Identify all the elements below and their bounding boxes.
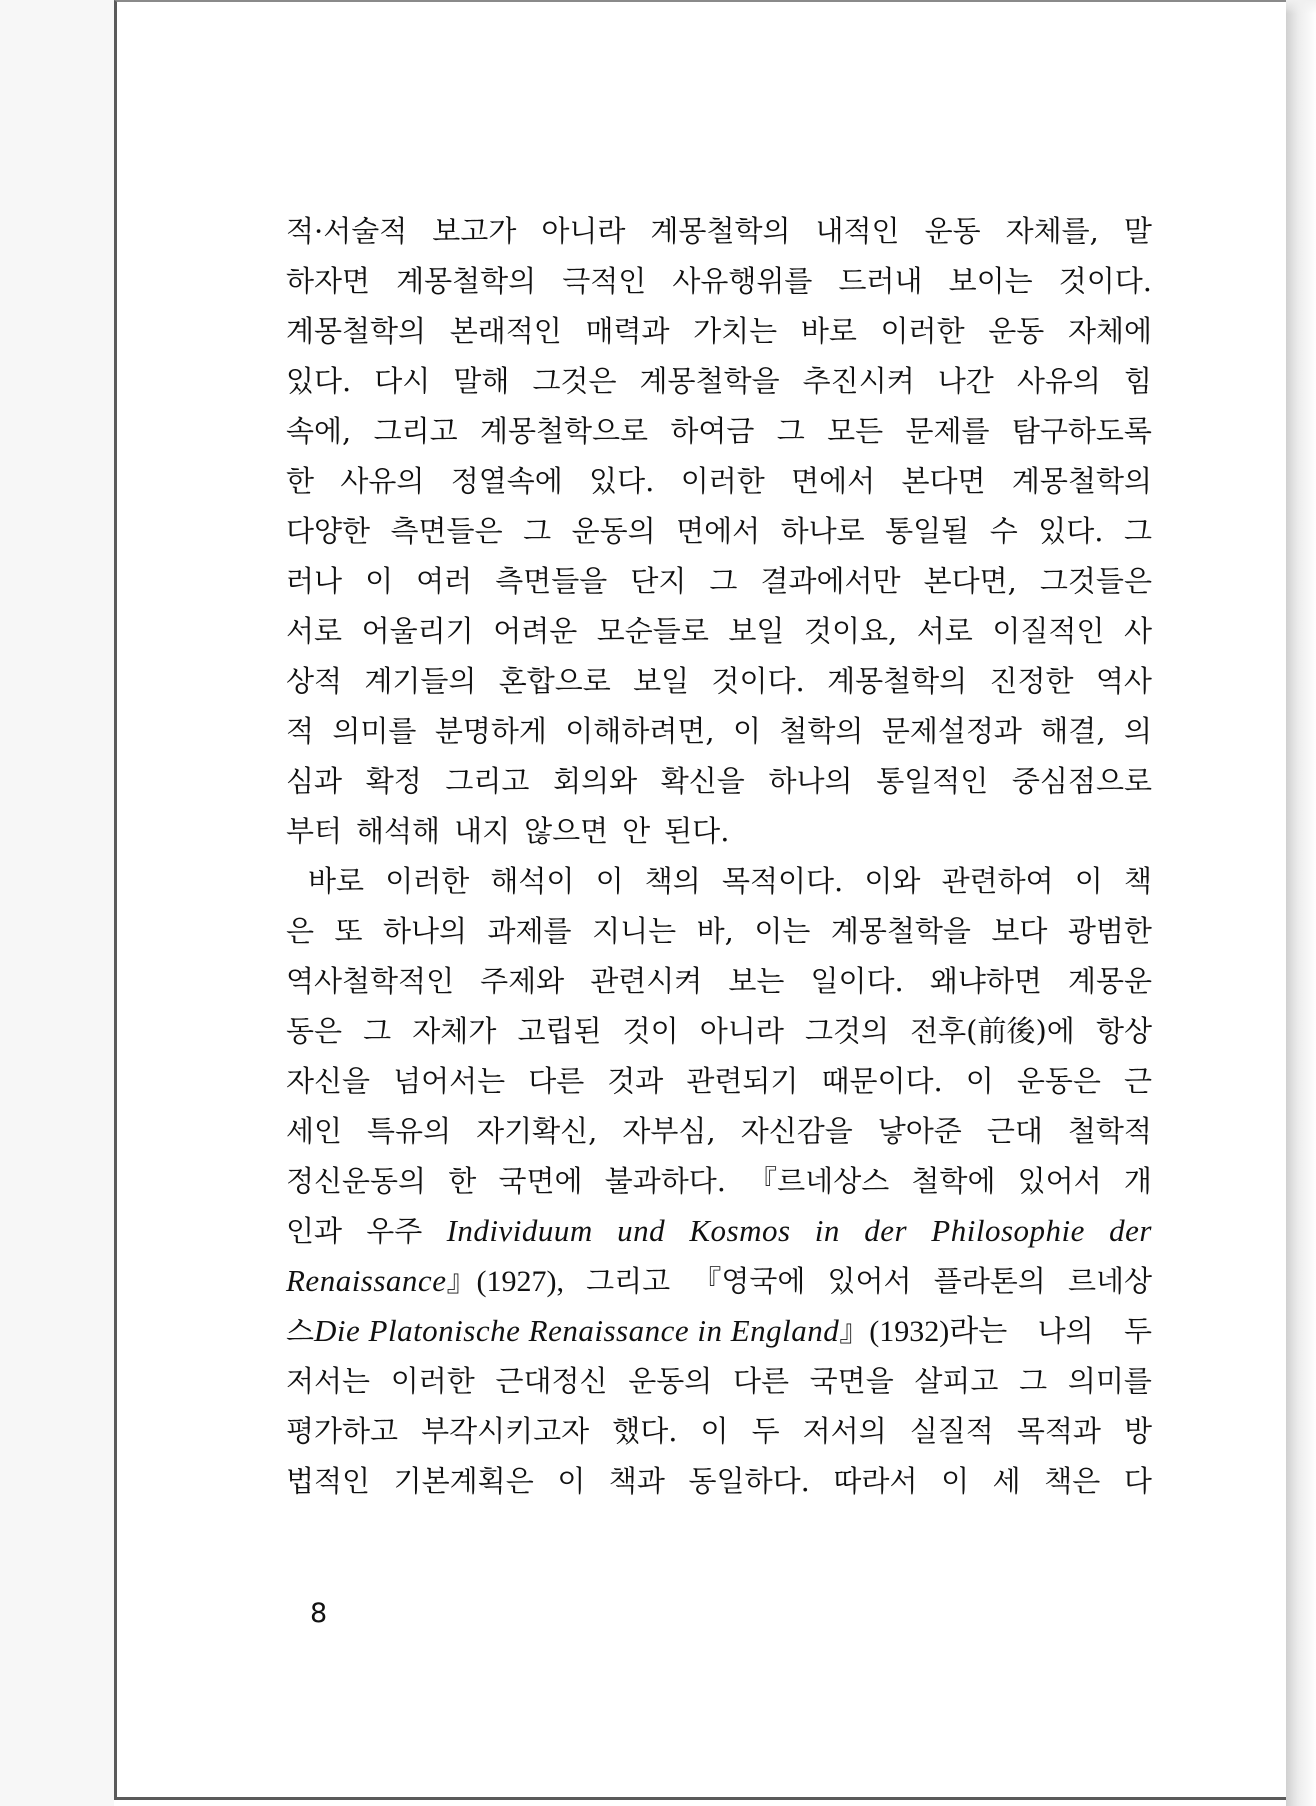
text-word: 측면들을 (495, 564, 608, 598)
text-word: 계몽철학의 (650, 214, 791, 248)
text-word: 보일 (728, 614, 785, 648)
text-word: 국면에 (498, 1164, 583, 1198)
text-word: in (814, 1213, 840, 1248)
text-word: 전후(前後)에 (910, 1014, 1075, 1048)
text-word: 주제와 (480, 964, 565, 998)
text-word: 철학에 (911, 1164, 996, 1198)
text-word: 다른 (528, 1064, 585, 1098)
text-word: 해석해 (356, 814, 441, 848)
text-word: 우주 (366, 1214, 423, 1248)
text-word: 책 (1123, 864, 1152, 898)
text-word: 이 (365, 564, 394, 598)
text-word: 아니라 (541, 214, 626, 248)
text-word: 계몽철학의 (396, 264, 537, 298)
text-word: 역사철학적인 (286, 964, 455, 998)
text-word: 심과 (286, 764, 343, 798)
text-line (286, 406, 1152, 456)
text-word: 계몽철학의 (286, 314, 427, 348)
text-word: Philosophie (931, 1213, 1085, 1248)
text-word: 때문이다. (821, 1064, 943, 1098)
text-word: Kosmos (689, 1213, 791, 1248)
text-word: 서로 (286, 614, 343, 648)
text-line (286, 356, 1152, 406)
text-word: 이 (557, 1464, 586, 1498)
text-word: 보는 (728, 964, 785, 998)
text-word: 다른 (732, 1364, 789, 1398)
text-word: 이러한 (385, 864, 470, 898)
text-word: 가치는 (693, 314, 778, 348)
text-word: 것이요, (803, 614, 898, 648)
text-line (286, 706, 1152, 756)
text-word: 매력과 (585, 314, 670, 348)
text-word: 『르네상스 (748, 1164, 890, 1198)
text-word: 그리고 (445, 764, 530, 798)
text-line (286, 556, 1152, 606)
text-word: 자체에 (1067, 314, 1152, 348)
text-word: 결과에서만 (760, 564, 901, 598)
text-word: 그 (523, 514, 552, 548)
text-word: 철학의 (779, 714, 864, 748)
text-word: 계몽철학을 (639, 364, 780, 398)
text-word: 관련되기 (686, 1064, 799, 1098)
text-word: 스Die Platonische Renaissance in England』(1932)라는 (286, 1313, 1008, 1348)
text-line (286, 1256, 1152, 1306)
text-word: 이 (1074, 864, 1103, 898)
text-word: der (864, 1213, 908, 1248)
text-word: 하나의 (768, 764, 853, 798)
text-word: 의미를 (332, 714, 417, 748)
text-word: 나간 (937, 364, 994, 398)
text-word: 바, (696, 914, 734, 948)
text-word: 관련하여 (941, 864, 1054, 898)
text-line (286, 956, 1152, 1006)
text-word: 면에서 (676, 514, 761, 548)
text-word: 계몽철학으로 (479, 414, 649, 448)
text-word: 국면을 (809, 1364, 894, 1398)
text-line (286, 1156, 1152, 1206)
text-word: der (1109, 1213, 1152, 1248)
text-word: 책의 (644, 864, 701, 898)
text-word: 하여금 (670, 414, 755, 448)
text-word: 그 (1019, 1364, 1048, 1398)
text-word: 사 (1123, 614, 1152, 648)
text-word: 보일 (633, 664, 690, 698)
text-word: 다양한 (286, 514, 371, 548)
text-word: 역사 (1095, 664, 1152, 698)
text-word: 그것의 (804, 1014, 890, 1048)
text-word: 고립된 (517, 1014, 602, 1048)
text-word: 탐구하도록 (1011, 414, 1152, 448)
viewer-background (0, 0, 114, 1806)
text-word: 책은 (1044, 1464, 1101, 1498)
text-word: 계기들의 (364, 664, 477, 698)
text-word: 철학적 (1067, 1114, 1152, 1148)
text-word: Renaissance』(1927), (286, 1263, 564, 1298)
text-word: 목적과 (1016, 1414, 1101, 1448)
text-word: 특유의 (367, 1114, 452, 1148)
text-word: 것이다. (711, 664, 805, 698)
text-word: 단지 (630, 564, 687, 598)
text-word: 이 (732, 714, 761, 748)
text-word: 안 (622, 814, 651, 848)
text-word: 내적인 (815, 214, 900, 248)
text-word: 자신감을 (740, 1114, 853, 1148)
text-line (286, 1056, 1152, 1106)
text-word: 사유의 (340, 464, 425, 498)
text-word: 또 (334, 914, 363, 948)
text-word: 책과 (608, 1464, 665, 1498)
text-word: 속에, (286, 414, 352, 448)
text-word: 된다. (664, 814, 730, 848)
text-word: 운동 (988, 314, 1045, 348)
text-word: 이해하려면, (565, 714, 715, 748)
text-word: 사유행위를 (672, 264, 813, 298)
text-word: 왜냐하면 (929, 964, 1042, 998)
text-word: 계몽철학을 (830, 914, 971, 948)
text-word: 계몽철학의 (1011, 464, 1152, 498)
text-word: 바로 (800, 314, 857, 348)
text-word: 자부심, (622, 1114, 716, 1148)
text-word: 플라톤의 (933, 1264, 1046, 1298)
text-word: 개 (1123, 1164, 1152, 1198)
text-word: 모순들로 (596, 614, 709, 648)
text-word: 해석이 (490, 864, 575, 898)
text-word: 운동의 (628, 1364, 713, 1398)
text-word: 적 (286, 714, 315, 748)
text-word: 자체를, (1005, 214, 1099, 248)
text-word: 힘 (1123, 364, 1152, 398)
text-word: 항상 (1095, 1014, 1152, 1048)
text-line (286, 456, 1152, 506)
text-word: 있어서 (1017, 1164, 1102, 1198)
text-word: 있다. (286, 364, 352, 398)
text-word: 이 (941, 1464, 970, 1498)
text-word: 것이다. (1058, 264, 1152, 298)
text-word: 그 (1123, 514, 1152, 548)
text-word: 모든 (827, 414, 884, 448)
text-word: 평가하고 (286, 1414, 399, 1448)
text-word: 저서의 (802, 1414, 887, 1448)
text-word: 부각시키고자 (421, 1414, 590, 1448)
text-word: 것과 (607, 1064, 664, 1098)
text-word: 그것은 (532, 364, 617, 398)
text-word: 보고가 (432, 214, 517, 248)
text-word: 따라서 (833, 1464, 918, 1498)
text-word: 진정한 (989, 664, 1074, 698)
text-word: 법적인 (286, 1464, 371, 1498)
text-word: 이 (965, 1064, 994, 1098)
text-word: 이질적인 (992, 614, 1105, 648)
text-word: 자기확신, (476, 1114, 598, 1148)
text-word: 세인 (286, 1114, 343, 1148)
text-word: 보다 (991, 914, 1048, 948)
text-word: 있어서 (827, 1264, 912, 1298)
text-word: 말해 (453, 364, 510, 398)
text-word: 이와 (864, 864, 921, 898)
text-word: 측면들은 (390, 514, 503, 548)
text-word: 그것들은 (1039, 564, 1152, 598)
text-word: 일이다. (810, 964, 904, 998)
text-word: 면에서 (791, 464, 876, 498)
text-word: 이러한 (880, 314, 965, 348)
text-line (286, 656, 1152, 706)
text-word: 운동 (924, 214, 981, 248)
text-word: 그 (709, 564, 738, 598)
text-word: 다시 (374, 364, 431, 398)
text-word: 인과 (286, 1214, 343, 1248)
text-word: 드러내 (838, 264, 923, 298)
text-line (286, 1006, 1152, 1056)
text-word: 운동은 (1016, 1064, 1101, 1098)
text-word: 했다. (612, 1414, 678, 1448)
text-word: 르네상 (1067, 1264, 1152, 1298)
text-line (286, 256, 1152, 306)
text-word: 바로 (308, 864, 365, 898)
text-word: 문제를 (905, 414, 990, 448)
text-word: 극적인 (562, 264, 647, 298)
text-word: 근대정신 (495, 1364, 608, 1398)
text-word: 정열속에 (450, 464, 563, 498)
text-word: 과제를 (487, 914, 572, 948)
text-word: 이 (700, 1414, 729, 1448)
text-word: 해결, (1040, 714, 1106, 748)
text-word: 하나로 (780, 514, 865, 548)
text-line (286, 606, 1152, 656)
text-word: 넘어서는 (393, 1064, 506, 1098)
text-word: 이는 (754, 914, 811, 948)
text-line (286, 906, 1152, 956)
text-word: 방 (1123, 1414, 1152, 1448)
text-word: 운동의 (571, 514, 656, 548)
text-word: 그 (776, 414, 805, 448)
text-word: 두 (751, 1414, 780, 1448)
text-word: 그리고 (586, 1264, 671, 1298)
text-word: 있다. (1038, 514, 1104, 548)
text-word: 이러한 (680, 464, 765, 498)
text-word: 그 (363, 1014, 392, 1048)
text-word: 확신을 (660, 764, 745, 798)
text-word: 않으면 (524, 814, 609, 848)
text-line (286, 1456, 1152, 1506)
text-word: 관련시켜 (590, 964, 703, 998)
text-word: 있다. (589, 464, 655, 498)
text-word: 근대 (986, 1114, 1043, 1148)
text-word: 서로 (916, 614, 973, 648)
text-word: 기본계획은 (393, 1464, 534, 1498)
text-word: 한 (286, 464, 315, 498)
text-word: 의 (1123, 714, 1152, 748)
text-word: 것이 (622, 1014, 679, 1048)
text-word: 계몽철학의 (827, 664, 968, 698)
text-word: 살피고 (914, 1364, 999, 1398)
page-number: 8 (310, 1598, 328, 1629)
text-word: Individuum (446, 1213, 593, 1248)
text-word: 상적 (286, 664, 343, 698)
body-text (286, 206, 1152, 1506)
text-word: 적·서술적 (286, 214, 408, 248)
text-word: 본다면 (901, 464, 986, 498)
text-word: 확정 (365, 764, 422, 798)
text-line (286, 1106, 1152, 1156)
text-word: 동일하다. (688, 1464, 810, 1498)
text-word: 광범한 (1067, 914, 1152, 948)
page-edge-shadow (1286, 0, 1316, 1806)
text-word: 자체가 (412, 1014, 497, 1048)
text-word: 정신운동의 (286, 1164, 427, 1198)
text-word: 다 (1123, 1464, 1152, 1498)
text-word: 세 (992, 1464, 1021, 1498)
text-word: 실질적 (909, 1414, 994, 1448)
text-line (286, 756, 1152, 806)
text-word: 이러한 (390, 1364, 475, 1398)
text-word: 근 (1123, 1064, 1152, 1098)
text-word: 동은 (286, 1014, 343, 1048)
text-word: 본래적인 (449, 314, 562, 348)
text-line (286, 306, 1152, 356)
text-word: 계몽운 (1067, 964, 1152, 998)
text-word: 어려운 (493, 614, 578, 648)
text-word: 목적이다. (721, 864, 844, 898)
text-word: 은 (286, 914, 315, 948)
text-word: 자신을 (286, 1064, 371, 1098)
text-word: 나의 (1037, 1314, 1094, 1348)
text-word: 불과하다. (604, 1164, 726, 1198)
text-word: 통일적인 (876, 764, 989, 798)
text-line (286, 1356, 1152, 1406)
text-word: 낳아준 (877, 1114, 962, 1148)
text-word: 부터 (286, 814, 343, 848)
text-line (286, 856, 1152, 906)
text-word: 말 (1123, 214, 1152, 248)
text-word: 두 (1123, 1314, 1152, 1348)
text-line (286, 1306, 1152, 1356)
text-word: 추진시켜 (802, 364, 915, 398)
text-word: 중심점으로 (1011, 764, 1152, 798)
text-word: 한 (448, 1164, 477, 1198)
text-word: 통일될 (885, 514, 970, 548)
text-word: 하나의 (383, 914, 468, 948)
text-word: 수 (989, 514, 1018, 548)
text-word: 본다면, (923, 564, 1017, 598)
text-word: 내지 (454, 814, 511, 848)
text-word: 지니는 (592, 914, 677, 948)
text-word: 저서는 (286, 1364, 371, 1398)
text-word: und (617, 1213, 666, 1248)
text-word: 사유의 (1016, 364, 1101, 398)
text-line (286, 206, 1152, 256)
text-word: 문제설정과 (881, 714, 1022, 748)
text-word: 러나 (286, 564, 343, 598)
text-word: 회의와 (553, 764, 638, 798)
text-word: 그리고 (373, 414, 458, 448)
text-word: 하자면 (286, 264, 371, 298)
text-word: 보이는 (948, 264, 1033, 298)
text-word: 의미를 (1067, 1364, 1152, 1398)
text-line (286, 1206, 1152, 1256)
text-word: 이 (595, 864, 624, 898)
text-word: 여러 (416, 564, 473, 598)
text-line (286, 806, 1152, 856)
text-word: 분명하게 (434, 714, 547, 748)
text-word: 혼합으로 (498, 664, 611, 698)
text-word: 『영국에 (692, 1264, 806, 1298)
page-edge-shadow-top (1286, 0, 1316, 14)
text-line (286, 506, 1152, 556)
text-line (286, 1406, 1152, 1456)
text-word: 아니라 (699, 1014, 784, 1048)
text-word: 어울리기 (361, 614, 474, 648)
